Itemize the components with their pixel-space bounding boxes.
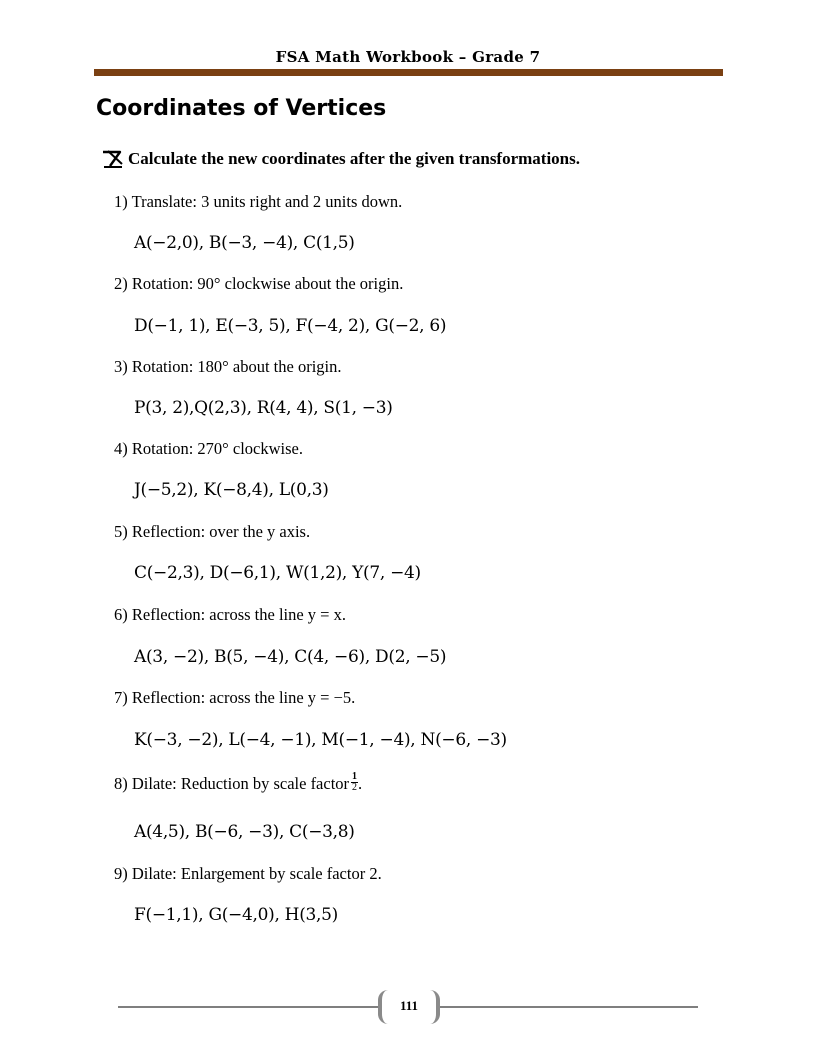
problem-8-coordinates: A(4,5), B(−6, −3), C(−3,8): [134, 822, 355, 842]
scale-fraction: [351, 772, 358, 793]
problem-2-coordinates: D(−1, 1), E(−3, 5), F(−4, 2), G(−2, 6): [134, 316, 447, 336]
page-number: 111: [399, 998, 419, 1013]
problem-8-suffix: .: [358, 774, 363, 793]
problem-7-label: 7) Reflection: across the line y = −5.: [114, 688, 356, 707]
problem-6-coordinates: A(3, −2), B(5, −4), C(4, −6), D(2, −5): [134, 647, 447, 667]
instruction: [100, 148, 580, 170]
problem-4-coordinates: J(−5,2), K(−8,4), L(0,3): [134, 480, 329, 500]
header-rule: [94, 69, 723, 76]
problem-3-coordinates: P(3, 2),Q(2,3), R(4, 4), S(1, −3): [134, 398, 393, 418]
footer-line-right: [440, 1006, 698, 1008]
problem-1-coordinates: A(−2,0), B(−3, −4), C(1,5): [134, 233, 355, 253]
problem-9-coordinates: F(−1,1), G(−4,0), H(3,5): [134, 905, 339, 925]
problem-3-label: 3) Rotation: 180° about the origin.: [114, 357, 342, 376]
problem-8-label: [114, 770, 363, 796]
problem-7-coordinates: K(−3, −2), L(−4, −1), M(−1, −4), N(−6, −3): [134, 730, 507, 750]
footer-line-left: [118, 1006, 378, 1008]
problem-1-label: 1) Translate: 3 units right and 2 units down.: [114, 192, 403, 211]
header-title: FSA Math Workbook – Grade 7: [275, 48, 541, 66]
problem-9-label: 9) Dilate: Enlargement by scale factor 2.: [114, 864, 382, 883]
pencil-icon: [100, 148, 126, 170]
problem-5-label: 5) Reflection: over the y axis.: [114, 522, 311, 541]
page-title: Coordinates of Vertices: [96, 96, 387, 121]
fraction-numerator: 1: [352, 770, 358, 782]
fraction-denominator: 2: [352, 781, 358, 793]
problem-2-label: 2) Rotation: 90° clockwise about the origin.: [114, 274, 404, 293]
instruction-text: Calculate the new coordinates after the given transformations.: [128, 149, 581, 168]
problem-5-coordinates: C(−2,3), D(−6,1), W(1,2), Y(7, −4): [134, 563, 421, 583]
problem-4-label: 4) Rotation: 270° clockwise.: [114, 439, 303, 458]
problem-6-label: 6) Reflection: across the line y = x.: [114, 605, 346, 624]
problem-8-label-text: 8) Dilate: Reduction by scale factor: [114, 774, 350, 793]
